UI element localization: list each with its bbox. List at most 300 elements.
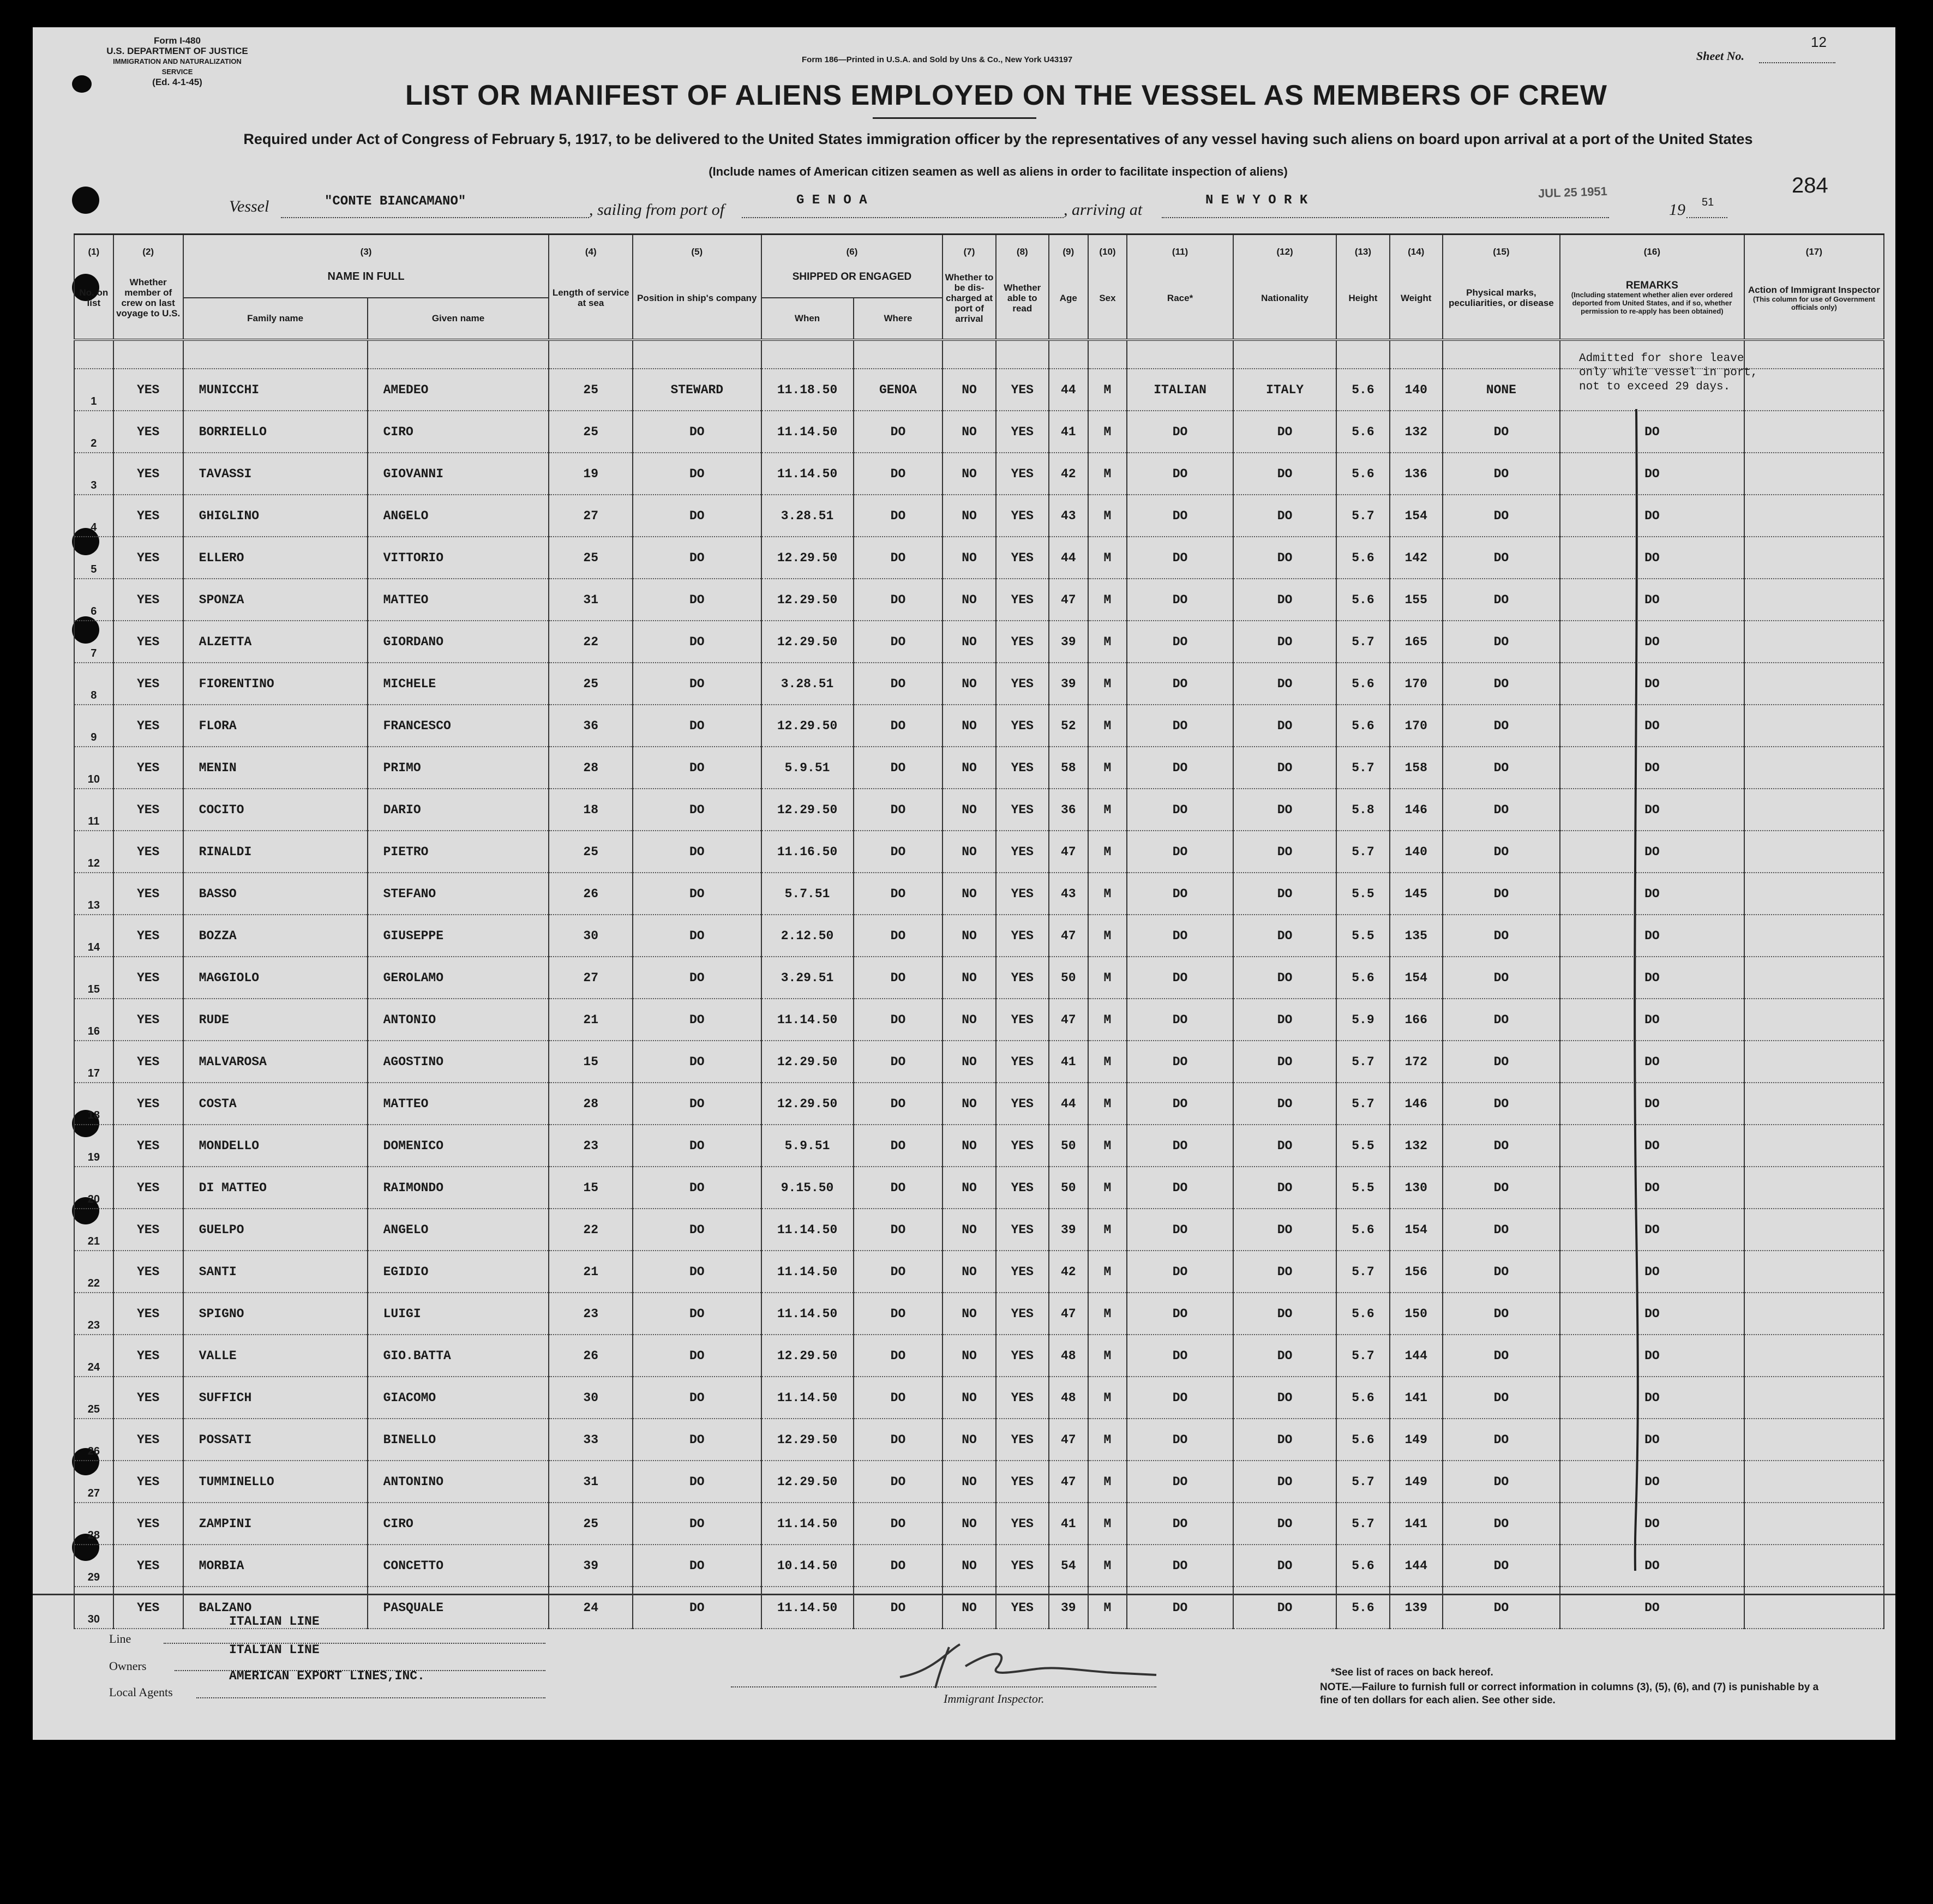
physical-marks-cell: DO bbox=[1443, 621, 1560, 663]
length-of-service-cell: 23 bbox=[549, 1293, 633, 1335]
race-cell: DO bbox=[1127, 1167, 1233, 1209]
discharged-cell: NO bbox=[943, 663, 995, 705]
given-name-cell: CONCETTO bbox=[368, 1545, 549, 1587]
remarks-cell: DO bbox=[1560, 1251, 1744, 1293]
family-name-cell: ELLERO bbox=[183, 537, 368, 579]
sheet-number-block bbox=[1696, 34, 1860, 63]
length-of-service-cell: 21 bbox=[549, 999, 633, 1041]
inspector-action-cell bbox=[1744, 1587, 1884, 1629]
sex-cell: M bbox=[1088, 579, 1127, 621]
age-cell: 41 bbox=[1049, 411, 1088, 453]
race-cell: DO bbox=[1127, 663, 1233, 705]
family-name-cell: MALVAROSA bbox=[183, 1041, 368, 1083]
given-name-cell: CIRO bbox=[368, 411, 549, 453]
height-cell: 5.7 bbox=[1336, 747, 1389, 789]
shipped-when-cell: 11.14.50 bbox=[761, 1587, 854, 1629]
sex-cell: M bbox=[1088, 1083, 1127, 1125]
nationality-cell: DO bbox=[1233, 1335, 1336, 1377]
able-to-read-cell: YES bbox=[996, 1419, 1049, 1461]
length-of-service-cell: 31 bbox=[549, 579, 633, 621]
position-cell: DO bbox=[633, 1167, 761, 1209]
family-name-cell: TAVASSI bbox=[183, 453, 368, 495]
weight-cell: 130 bbox=[1390, 1167, 1443, 1209]
weight-cell: 140 bbox=[1390, 831, 1443, 873]
weight-cell: 149 bbox=[1390, 1461, 1443, 1503]
crew-last-voyage-cell: YES bbox=[113, 1293, 183, 1335]
remarks-cell: DO bbox=[1560, 1377, 1744, 1419]
physical-marks-cell: DO bbox=[1443, 957, 1560, 999]
position-cell: DO bbox=[633, 579, 761, 621]
inspector-action-cell bbox=[1744, 1083, 1884, 1125]
able-to-read-cell: YES bbox=[996, 1461, 1049, 1503]
given-name-cell: DOMENICO bbox=[368, 1125, 549, 1167]
height-cell: 5.6 bbox=[1336, 663, 1389, 705]
age-cell: 42 bbox=[1049, 453, 1088, 495]
height-cell: 5.6 bbox=[1336, 537, 1389, 579]
binder-hole bbox=[72, 75, 92, 93]
shipped-where-cell: DO bbox=[854, 705, 943, 747]
age-cell: 41 bbox=[1049, 1503, 1088, 1545]
family-name-cell: DI MATTEO bbox=[183, 1167, 368, 1209]
age-cell: 41 bbox=[1049, 1041, 1088, 1083]
given-name-cell: LUIGI bbox=[368, 1293, 549, 1335]
discharged-cell: NO bbox=[943, 453, 995, 495]
length-of-service-cell: 27 bbox=[549, 495, 633, 537]
physical-marks-cell: DO bbox=[1443, 1545, 1560, 1587]
crew-row bbox=[74, 1545, 1884, 1587]
header-name-in-full: NAME IN FULL bbox=[183, 257, 549, 298]
header-no-on-list: No. on list bbox=[74, 257, 113, 340]
shipped-where-cell: DO bbox=[854, 663, 943, 705]
weight-cell: 135 bbox=[1390, 915, 1443, 957]
given-name-cell: AMEDEO bbox=[368, 369, 549, 411]
inspector-action-cell bbox=[1744, 705, 1884, 747]
crew-row bbox=[74, 1167, 1884, 1209]
family-name-cell: MAGGIOLO bbox=[183, 957, 368, 999]
age-cell: 39 bbox=[1049, 663, 1088, 705]
sex-cell: M bbox=[1088, 1041, 1127, 1083]
height-cell: 5.5 bbox=[1336, 873, 1389, 915]
remarks-cell: DO bbox=[1560, 1167, 1744, 1209]
col-num: (2) bbox=[113, 235, 183, 257]
position-cell: DO bbox=[633, 999, 761, 1041]
able-to-read-cell: YES bbox=[996, 789, 1049, 831]
weight-cell: 170 bbox=[1390, 663, 1443, 705]
shipped-when-cell: 11.14.50 bbox=[761, 1251, 854, 1293]
crew-row bbox=[74, 579, 1884, 621]
sex-cell: M bbox=[1088, 1335, 1127, 1377]
weight-cell: 155 bbox=[1390, 579, 1443, 621]
discharged-cell: NO bbox=[943, 1293, 995, 1335]
able-to-read-cell: YES bbox=[996, 873, 1049, 915]
crew-last-voyage-cell: YES bbox=[113, 1209, 183, 1251]
shipped-when-cell: 12.29.50 bbox=[761, 789, 854, 831]
crew-row bbox=[74, 789, 1884, 831]
given-name-cell: ANTONINO bbox=[368, 1461, 549, 1503]
given-name-cell: MICHELE bbox=[368, 663, 549, 705]
height-cell: 5.9 bbox=[1336, 999, 1389, 1041]
crew-row bbox=[74, 1335, 1884, 1377]
physical-marks-cell: DO bbox=[1443, 1167, 1560, 1209]
race-cell: DO bbox=[1127, 1251, 1233, 1293]
races-note: *See list of races on back hereof. bbox=[1331, 1667, 1493, 1678]
action-note: (This column for use of Government officials only) bbox=[1752, 295, 1875, 311]
position-cell: DO bbox=[633, 915, 761, 957]
col-num: (8) bbox=[996, 235, 1049, 257]
physical-marks-cell: DO bbox=[1443, 915, 1560, 957]
family-name-cell: ZAMPINI bbox=[183, 1503, 368, 1545]
nationality-cell: DO bbox=[1233, 747, 1336, 789]
row-number-cell: 30 bbox=[74, 1587, 113, 1629]
weight-cell: 158 bbox=[1390, 747, 1443, 789]
sex-cell: M bbox=[1088, 1587, 1127, 1629]
inspector-signature bbox=[884, 1639, 1178, 1693]
length-of-service-cell: 23 bbox=[549, 1125, 633, 1167]
sex-cell: M bbox=[1088, 789, 1127, 831]
height-cell: 5.6 bbox=[1336, 1587, 1389, 1629]
able-to-read-cell: YES bbox=[996, 453, 1049, 495]
shipped-where-cell: DO bbox=[854, 495, 943, 537]
nationality-cell: DO bbox=[1233, 663, 1336, 705]
weight-cell: 150 bbox=[1390, 1293, 1443, 1335]
weight-cell: 154 bbox=[1390, 1209, 1443, 1251]
age-cell: 48 bbox=[1049, 1377, 1088, 1419]
family-name-cell: MUNICCHI bbox=[183, 369, 368, 411]
race-cell: ITALIAN bbox=[1127, 369, 1233, 411]
position-cell: DO bbox=[633, 1125, 761, 1167]
shipped-where-cell: DO bbox=[854, 1209, 943, 1251]
row-number-cell: 17 bbox=[74, 1041, 113, 1083]
nationality-cell: ITALY bbox=[1233, 369, 1336, 411]
position-cell: DO bbox=[633, 1083, 761, 1125]
agents-label: Local Agents bbox=[109, 1685, 173, 1699]
length-of-service-cell: 26 bbox=[549, 873, 633, 915]
crew-last-voyage-cell: YES bbox=[113, 957, 183, 999]
inspector-dots bbox=[731, 1686, 1156, 1687]
height-cell: 5.7 bbox=[1336, 1041, 1389, 1083]
height-cell: 5.6 bbox=[1336, 579, 1389, 621]
weight-cell: 154 bbox=[1390, 495, 1443, 537]
given-name-cell: GIACOMO bbox=[368, 1377, 549, 1419]
given-name-cell: VITTORIO bbox=[368, 537, 549, 579]
shipped-where-cell: DO bbox=[854, 1377, 943, 1419]
able-to-read-cell: YES bbox=[996, 621, 1049, 663]
height-cell: 5.5 bbox=[1336, 915, 1389, 957]
race-cell: DO bbox=[1127, 999, 1233, 1041]
family-name-cell: ALZETTA bbox=[183, 621, 368, 663]
position-cell: DO bbox=[633, 1293, 761, 1335]
physical-marks-cell: DO bbox=[1443, 1587, 1560, 1629]
able-to-read-cell: YES bbox=[996, 1167, 1049, 1209]
family-name-cell: GHIGLINO bbox=[183, 495, 368, 537]
shipped-when-cell: 11.14.50 bbox=[761, 453, 854, 495]
physical-marks-cell: DO bbox=[1443, 537, 1560, 579]
row-number-cell: 8 bbox=[74, 663, 113, 705]
sex-cell: M bbox=[1088, 1251, 1127, 1293]
row-number-cell: 3 bbox=[74, 453, 113, 495]
year-dots bbox=[1686, 217, 1727, 218]
line-value: ITALIAN LINE bbox=[229, 1614, 320, 1629]
nationality-cell: DO bbox=[1233, 1377, 1336, 1419]
position-cell: DO bbox=[633, 1587, 761, 1629]
row-number-cell: 14 bbox=[74, 915, 113, 957]
length-of-service-cell: 21 bbox=[549, 1251, 633, 1293]
family-name-cell: RINALDI bbox=[183, 831, 368, 873]
race-cell: DO bbox=[1127, 1125, 1233, 1167]
row-number-cell: 7 bbox=[74, 621, 113, 663]
weight-cell: 141 bbox=[1390, 1377, 1443, 1419]
race-cell: DO bbox=[1127, 453, 1233, 495]
arriving-value: N E W Y O R K bbox=[1205, 193, 1308, 208]
shipped-when-cell: 3.28.51 bbox=[761, 663, 854, 705]
agents-value: AMERICAN EXPORT LINES,INC. bbox=[229, 1669, 425, 1683]
header-family-name: Family name bbox=[183, 298, 368, 340]
weight-cell: 165 bbox=[1390, 621, 1443, 663]
position-cell: DO bbox=[633, 1209, 761, 1251]
remarks-title: REMARKS bbox=[1625, 280, 1678, 291]
length-of-service-cell: 27 bbox=[549, 957, 633, 999]
row-number-cell: 9 bbox=[74, 705, 113, 747]
crew-last-voyage-cell: YES bbox=[113, 1545, 183, 1587]
shipped-where-cell: DO bbox=[854, 1461, 943, 1503]
crew-row bbox=[74, 1083, 1884, 1125]
race-cell: DO bbox=[1127, 957, 1233, 999]
position-cell: DO bbox=[633, 1251, 761, 1293]
shipped-when-cell: 5.9.51 bbox=[761, 747, 854, 789]
col-num: (5) bbox=[633, 235, 761, 257]
crew-last-voyage-cell: YES bbox=[113, 705, 183, 747]
crew-last-voyage-cell: YES bbox=[113, 369, 183, 411]
physical-marks-cell: DO bbox=[1443, 453, 1560, 495]
shipped-when-cell: 5.7.51 bbox=[761, 873, 854, 915]
weight-cell: 145 bbox=[1390, 873, 1443, 915]
physical-marks-cell: DO bbox=[1443, 1083, 1560, 1125]
physical-marks-cell: DO bbox=[1443, 1125, 1560, 1167]
length-of-service-cell: 25 bbox=[549, 411, 633, 453]
col-num: (7) bbox=[943, 235, 995, 257]
remarks-cell: DO bbox=[1560, 747, 1744, 789]
length-of-service-cell: 30 bbox=[549, 1377, 633, 1419]
physical-marks-cell: DO bbox=[1443, 831, 1560, 873]
discharged-cell: NO bbox=[943, 873, 995, 915]
position-cell: DO bbox=[633, 1041, 761, 1083]
crew-last-voyage-cell: YES bbox=[113, 831, 183, 873]
length-of-service-cell: 25 bbox=[549, 369, 633, 411]
discharged-cell: NO bbox=[943, 1461, 995, 1503]
shipped-when-cell: 12.29.50 bbox=[761, 537, 854, 579]
nationality-cell: DO bbox=[1233, 789, 1336, 831]
length-of-service-cell: 25 bbox=[549, 663, 633, 705]
table-body bbox=[74, 340, 1884, 1629]
weight-cell: 144 bbox=[1390, 1335, 1443, 1377]
position-cell: DO bbox=[633, 1461, 761, 1503]
family-name-cell: BORRIELLO bbox=[183, 411, 368, 453]
able-to-read-cell: YES bbox=[996, 1251, 1049, 1293]
nationality-cell: DO bbox=[1233, 705, 1336, 747]
race-cell: DO bbox=[1127, 789, 1233, 831]
row-number-cell: 4 bbox=[74, 495, 113, 537]
col-num: (17) bbox=[1744, 235, 1884, 257]
discharged-cell: NO bbox=[943, 705, 995, 747]
age-cell: 47 bbox=[1049, 915, 1088, 957]
page-number: 284 bbox=[1792, 173, 1828, 197]
form-id-block bbox=[106, 35, 248, 87]
shipped-when-cell: 11.14.50 bbox=[761, 411, 854, 453]
physical-marks-cell: DO bbox=[1443, 1251, 1560, 1293]
row-number-cell: 23 bbox=[74, 1293, 113, 1335]
shipped-when-cell: 11.14.50 bbox=[761, 1293, 854, 1335]
discharged-cell: NO bbox=[943, 831, 995, 873]
discharged-cell: NO bbox=[943, 1125, 995, 1167]
arriving-label: , arriving at bbox=[1064, 201, 1143, 219]
sex-cell: M bbox=[1088, 747, 1127, 789]
discharged-cell: NO bbox=[943, 789, 995, 831]
subtitle: Required under Act of Congress of February 5, 1917, to be delivered to the United States immigration officer by the representatives of any vessel having such aliens on board upon arrival at a port of the United States bbox=[243, 131, 1753, 147]
sex-cell: M bbox=[1088, 1545, 1127, 1587]
discharged-cell: NO bbox=[943, 999, 995, 1041]
sex-cell: M bbox=[1088, 1209, 1127, 1251]
shipped-where-cell: DO bbox=[854, 1293, 943, 1335]
family-name-cell: BALZANO bbox=[183, 1587, 368, 1629]
crew-last-voyage-cell: YES bbox=[113, 1419, 183, 1461]
owners-value: ITALIAN LINE bbox=[229, 1643, 320, 1657]
discharged-cell: NO bbox=[943, 1503, 995, 1545]
year-value: 51 bbox=[1702, 196, 1714, 208]
sex-cell: M bbox=[1088, 915, 1127, 957]
shipped-where-cell: DO bbox=[854, 747, 943, 789]
weight-cell: 172 bbox=[1390, 1041, 1443, 1083]
race-cell: DO bbox=[1127, 1293, 1233, 1335]
age-cell: 39 bbox=[1049, 621, 1088, 663]
nationality-cell: DO bbox=[1233, 1125, 1336, 1167]
able-to-read-cell: YES bbox=[996, 915, 1049, 957]
inspector-action-cell bbox=[1744, 789, 1884, 831]
crew-last-voyage-cell: YES bbox=[113, 1503, 183, 1545]
remarks-cell: DO bbox=[1560, 1083, 1744, 1125]
crew-last-voyage-cell: YES bbox=[113, 1461, 183, 1503]
race-cell: DO bbox=[1127, 915, 1233, 957]
race-cell: DO bbox=[1127, 495, 1233, 537]
able-to-read-cell: YES bbox=[996, 831, 1049, 873]
header-whether-member: Whether member of crew on last voyage to U.S. bbox=[113, 257, 183, 340]
position-cell: DO bbox=[633, 957, 761, 999]
header-action bbox=[1744, 257, 1884, 340]
family-name-cell: SUFFICH bbox=[183, 1377, 368, 1419]
row-number-cell: 13 bbox=[74, 873, 113, 915]
age-cell: 44 bbox=[1049, 369, 1088, 411]
row-number-cell: 16 bbox=[74, 999, 113, 1041]
row-number-cell: 29 bbox=[74, 1545, 113, 1587]
weight-cell: 154 bbox=[1390, 957, 1443, 999]
able-to-read-cell: YES bbox=[996, 411, 1049, 453]
given-name-cell: ANGELO bbox=[368, 1209, 549, 1251]
nationality-cell: DO bbox=[1233, 1293, 1336, 1335]
age-cell: 47 bbox=[1049, 1293, 1088, 1335]
header-discharged: Whether to be dis-charged at port of arrival bbox=[943, 257, 995, 340]
shipped-when-cell: 11.14.50 bbox=[761, 1377, 854, 1419]
remarks-cell: DO bbox=[1560, 1545, 1744, 1587]
physical-marks-cell: DO bbox=[1443, 999, 1560, 1041]
sex-cell: M bbox=[1088, 369, 1127, 411]
crew-row bbox=[74, 957, 1884, 999]
header-when: When bbox=[761, 298, 854, 340]
shipped-when-cell: 5.9.51 bbox=[761, 1125, 854, 1167]
inspector-action-cell bbox=[1744, 495, 1884, 537]
height-cell: 5.7 bbox=[1336, 621, 1389, 663]
physical-marks-cell: DO bbox=[1443, 1293, 1560, 1335]
shipped-where-cell: DO bbox=[854, 789, 943, 831]
physical-marks-cell: DO bbox=[1443, 1503, 1560, 1545]
header-position: Position in ship's company bbox=[633, 257, 761, 340]
weight-cell: 144 bbox=[1390, 1545, 1443, 1587]
remarks-cell: DO bbox=[1560, 999, 1744, 1041]
height-cell: 5.6 bbox=[1336, 957, 1389, 999]
remarks-cell: DO bbox=[1560, 1125, 1744, 1167]
header-given-name: Given name bbox=[368, 298, 549, 340]
shipped-where-cell: DO bbox=[854, 1587, 943, 1629]
height-cell: 5.6 bbox=[1336, 1377, 1389, 1419]
crew-last-voyage-cell: YES bbox=[113, 1587, 183, 1629]
discharged-cell: NO bbox=[943, 537, 995, 579]
height-cell: 5.6 bbox=[1336, 453, 1389, 495]
position-cell: DO bbox=[633, 831, 761, 873]
crew-row bbox=[74, 1041, 1884, 1083]
sex-cell: M bbox=[1088, 705, 1127, 747]
remarks-cell: DO bbox=[1560, 453, 1744, 495]
discharged-cell: NO bbox=[943, 495, 995, 537]
crew-row bbox=[74, 999, 1884, 1041]
shipped-when-cell: 12.29.50 bbox=[761, 1461, 854, 1503]
height-cell: 5.8 bbox=[1336, 789, 1389, 831]
nationality-cell: DO bbox=[1233, 831, 1336, 873]
discharged-cell: NO bbox=[943, 915, 995, 957]
discharged-cell: NO bbox=[943, 1209, 995, 1251]
length-of-service-cell: 18 bbox=[549, 789, 633, 831]
length-of-service-cell: 31 bbox=[549, 1461, 633, 1503]
physical-marks-cell: NONE bbox=[1443, 369, 1560, 411]
sailing-label: , sailing from port of bbox=[589, 201, 725, 219]
crew-last-voyage-cell: YES bbox=[113, 1335, 183, 1377]
sex-cell: M bbox=[1088, 1377, 1127, 1419]
crew-last-voyage-cell: YES bbox=[113, 621, 183, 663]
able-to-read-cell: YES bbox=[996, 579, 1049, 621]
height-cell: 5.6 bbox=[1336, 369, 1389, 411]
nationality-cell: DO bbox=[1233, 999, 1336, 1041]
col-num: (16) bbox=[1560, 235, 1744, 257]
discharged-cell: NO bbox=[943, 1083, 995, 1125]
race-cell: DO bbox=[1127, 747, 1233, 789]
given-name-cell: MATTEO bbox=[368, 1083, 549, 1125]
inspector-action-cell bbox=[1744, 873, 1884, 915]
owners-label: Owners bbox=[109, 1659, 147, 1673]
crew-row bbox=[74, 453, 1884, 495]
family-name-cell: GUELPO bbox=[183, 1209, 368, 1251]
crew-row bbox=[74, 1125, 1884, 1167]
crew-row bbox=[74, 747, 1884, 789]
inspector-action-cell bbox=[1744, 831, 1884, 873]
row-number-cell: 19 bbox=[74, 1125, 113, 1167]
col-num: (6) bbox=[761, 235, 943, 257]
col-num: (11) bbox=[1127, 235, 1233, 257]
race-cell: DO bbox=[1127, 1335, 1233, 1377]
able-to-read-cell: YES bbox=[996, 1209, 1049, 1251]
age-cell: 52 bbox=[1049, 705, 1088, 747]
race-cell: DO bbox=[1127, 705, 1233, 747]
col-num: (9) bbox=[1049, 235, 1088, 257]
crew-last-voyage-cell: YES bbox=[113, 1167, 183, 1209]
remarks-cell: DO bbox=[1560, 705, 1744, 747]
crew-last-voyage-cell: YES bbox=[113, 1083, 183, 1125]
